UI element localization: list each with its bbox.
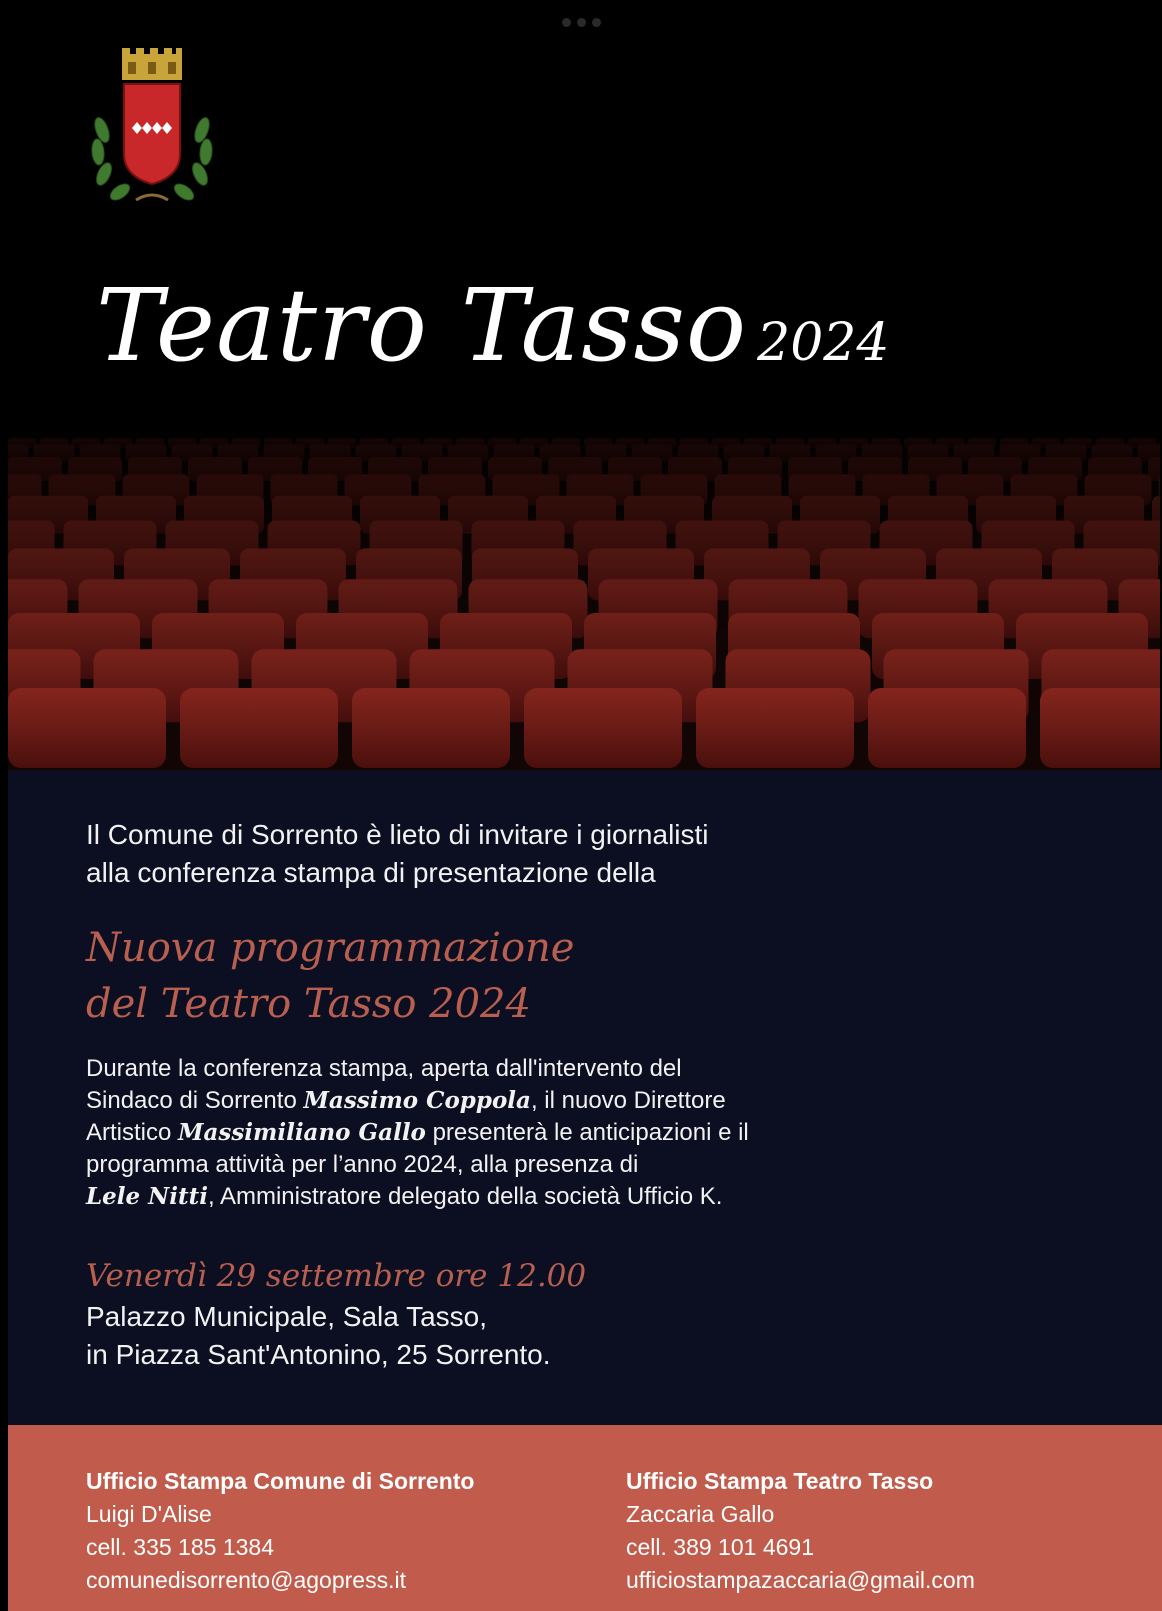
hero-section (0, 0, 1162, 770)
headline-line-1: Nuova programmazione (86, 925, 575, 971)
invitation-panel (8, 770, 1162, 1425)
contact-teatro (626, 1465, 975, 1597)
venue-line-1: Palazzo Municipale, Sala Tasso, (86, 1301, 488, 1332)
guest-name: Lele Nitti (86, 1183, 208, 1210)
venue-line-2: in Piazza Sant'Antonino, 25 Sorrento. (86, 1339, 551, 1370)
sorrento-coat-of-arms-icon (84, 44, 220, 208)
mayor-name: Massimo Coppola (303, 1087, 531, 1114)
contact-email[interactable]: ufficiostampazaccaria@gmail.com (626, 1567, 975, 1593)
contact-phone[interactable]: cell. 389 101 4691 (626, 1534, 814, 1560)
contact-email[interactable]: comunedisorrento@agopress.it (86, 1567, 406, 1593)
page-title (96, 267, 890, 384)
contact-name: Luigi D'Alise (86, 1501, 212, 1527)
invitation-intro (86, 816, 709, 892)
description-text: , Amministratore delegato della società Ufficio K. (207, 1183, 723, 1210)
intro-line-2: alla conferenza stampa di presentazione della (86, 857, 656, 888)
description-text: Artistico (86, 1119, 179, 1146)
event-date: Venerdì 29 settembre ore 12.00 (86, 1258, 587, 1294)
theater-seats-image (8, 430, 1160, 770)
contact-name: Zaccaria Gallo (626, 1501, 775, 1527)
title-year: 2024 (757, 313, 890, 373)
event-headline (86, 920, 574, 1032)
description-text: , il nuovo Direttore (530, 1087, 726, 1114)
contact-phone[interactable]: cell. 335 185 1384 (86, 1534, 274, 1560)
intro-line-1: Il Comune di Sorrento è lieto di invitare i giornalisti (86, 819, 709, 850)
contact-title: Ufficio Stampa Comune di Sorrento (86, 1468, 475, 1494)
more-options-icon[interactable] (562, 18, 601, 27)
contact-title: Ufficio Stampa Teatro Tasso (626, 1468, 934, 1494)
description-text: Sindaco di Sorrento (86, 1087, 304, 1114)
title-text: Teatro Tasso (96, 267, 748, 384)
headline-line-2: del Teatro Tasso 2024 (86, 981, 531, 1027)
event-description (86, 1053, 916, 1213)
press-contacts (8, 1425, 1162, 1611)
description-line-4: programma attività per l’anno 2024, alla presenza di (86, 1151, 639, 1178)
description-line-1: Durante la conferenza stampa, aperta dall'intervento del (86, 1055, 682, 1082)
contact-comune (86, 1465, 474, 1597)
description-text: presenterà le anticipazioni e il (425, 1119, 749, 1146)
event-venue (86, 1298, 551, 1374)
director-name: Massimiliano Gallo (178, 1119, 426, 1146)
